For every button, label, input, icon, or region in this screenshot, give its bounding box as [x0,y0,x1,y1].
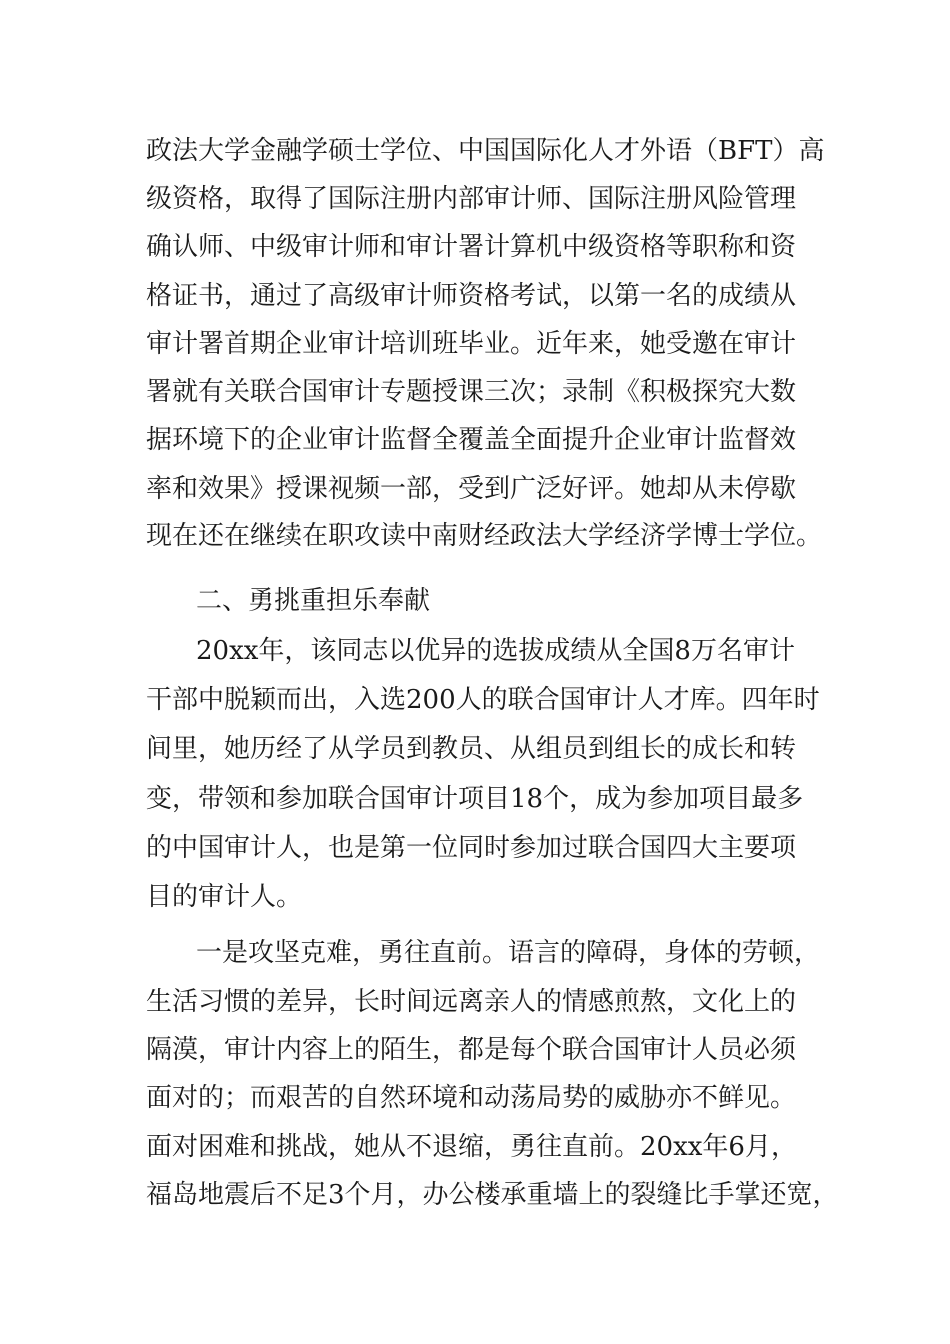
text-line-19: 隔漠，审计内容上的陌生，都是每个联合国审计人员必须 [146,1035,797,1065]
text-line-8: 率和效果》授课视频一部，受到广泛好评。她却从未停歇 [146,474,797,504]
text-line-16: 目的审计人。 [146,882,303,912]
text-line-9: 现在还在继续在职攻读中南财经政法大学经济学博士学位。 [146,521,823,551]
text-line-20: 面对的；而艰苦的自然环境和动荡局势的威胁亦不鲜见。 [146,1083,797,1113]
text-line-21: 面对困难和挑战，她从不退缩，勇往直前。20xx年6月， [146,1132,797,1162]
text-line-22: 福岛地震后不足3个月，办公楼承重墙上的裂缝比手掌还宽， [146,1180,839,1210]
text-line-17: 一是攻坚克难，勇往直前。语言的障碍，身体的劳顿， [196,938,821,968]
text-line-2: 级资格，取得了国际注册内部审计师、国际注册风险管理 [146,184,797,214]
text-line-1: 政法大学金融学硕士学位、中国国际化人才外语（BFT）高 [146,136,825,166]
text-line-11: 20xx年，该同志以优异的选拔成绩从全国8万名审计 [196,636,795,666]
text-line-3: 确认师、中级审计师和审计署计算机中级资格等职称和资 [146,232,797,262]
text-line-14: 变，带领和参加联合国审计项目18个，成为参加项目最多 [146,784,804,814]
text-line-12: 干部中脱颖而出，入选200人的联合国审计人才库。四年时 [146,685,820,715]
text-line-15: 的中国审计人，也是第一位同时参加过联合国四大主要项 [146,833,797,863]
text-line-6: 署就有关联合国审计专题授课三次；录制《积极探究大数 [146,377,797,407]
text-line-4: 格证书，通过了高级审计师资格考试，以第一名的成绩从 [146,281,797,311]
text-line-7: 据环境下的企业审计监督全覆盖全面提升企业审计监督效 [146,425,797,455]
text-line-5: 审计署首期企业审计培训班毕业。近年来，她受邀在审计 [146,329,797,359]
text-line-13: 间里，她历经了从学员到教员、从组员到组长的成长和转 [146,734,797,764]
section-heading: 二、勇挑重担乐奉献 [196,586,431,616]
text-line-18: 生活习惯的差异，长时间远离亲人的情感煎熬，文化上的 [146,987,797,1017]
